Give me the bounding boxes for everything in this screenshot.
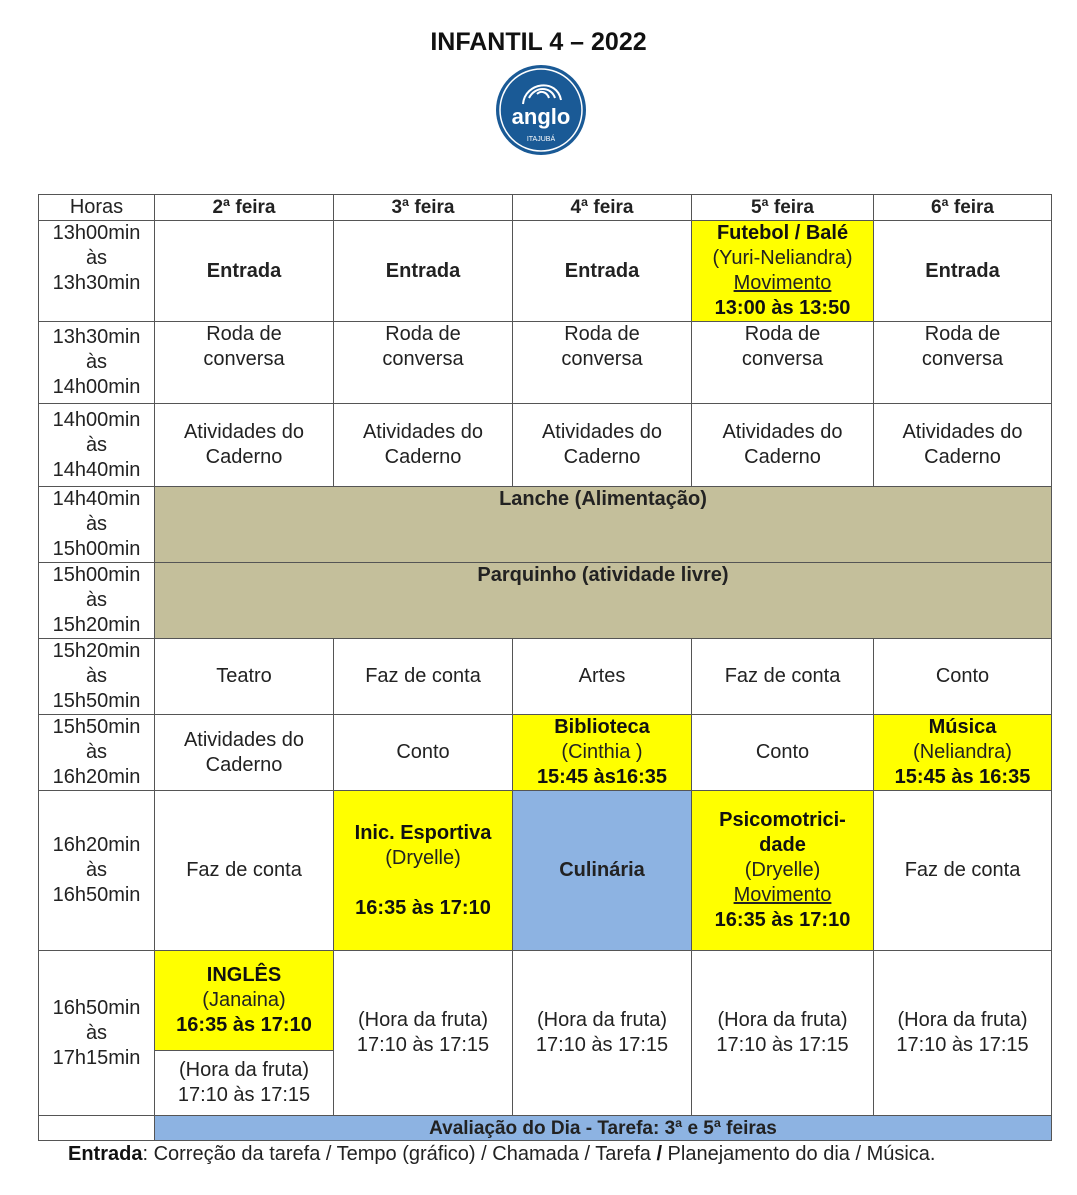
spacer (334, 871, 512, 896)
atividades-line1: Atividades do (541, 421, 663, 443)
time-sep: às (85, 589, 108, 611)
atividades-line1: Atividades do (362, 421, 484, 443)
activity-teacher: (Cinthia ) (561, 741, 643, 763)
fruta-tuesday (334, 951, 513, 1116)
lanche-band: Lanche (Alimentação) (155, 487, 1052, 563)
avaliacao-band: Avaliação do Dia - Tarefa: 3ª e 5ª feiras (155, 1116, 1052, 1141)
table-row (39, 951, 1052, 1051)
atividades-line1: Atividades do (902, 421, 1023, 443)
psicomotricidade-thursday (692, 791, 874, 951)
table-row (39, 404, 1052, 487)
atividades-monday (155, 715, 334, 791)
activity-teacher: (Dryelle) (385, 846, 461, 869)
header-tuesday: 3ª feira (334, 195, 513, 221)
schedule-table (38, 194, 1052, 1141)
activity-teacher: (Janaina) (202, 989, 286, 1011)
atividades-line2: Caderno (563, 446, 641, 468)
time-cell (39, 639, 155, 715)
time-end: 16h50min (52, 884, 141, 906)
artes-wednesday: Artes (513, 639, 692, 715)
time-end: 13h30min (52, 272, 141, 294)
parquinho-band: Parquinho (atividade livre) (155, 563, 1052, 639)
activity-title: INGLÊS (206, 964, 282, 986)
atividades-line1: Atividades do (722, 421, 843, 443)
roda-line1: Roda de (564, 323, 640, 345)
biblioteca-wednesday (513, 715, 692, 791)
activity-time: 13:00 às 13:50 (714, 297, 851, 319)
entrada-monday: Entrada (155, 221, 334, 322)
activity-time: 15:45 às16:35 (536, 766, 668, 788)
activity-time: 16:35 às 17:10 (176, 1014, 312, 1036)
activity-title: Inic. Esportiva (354, 821, 492, 844)
time-cell (39, 715, 155, 791)
table-row (39, 639, 1052, 715)
time-start: 13h30min (52, 326, 141, 348)
time-start: 14h00min (52, 408, 141, 431)
roda-line1: Roda de (924, 323, 1001, 345)
activity-title: Psicomotrici- (719, 809, 846, 831)
culinaria-wednesday: Culinária (513, 791, 692, 951)
activity-title-cont: dade (759, 834, 806, 856)
roda-line2: conversa (741, 348, 824, 370)
roda-line1: Roda de (385, 323, 461, 345)
roda-line2: conversa (921, 348, 1004, 370)
activity-teacher: (Neliandra) (913, 741, 1012, 763)
time-start: 15h50min (52, 716, 141, 738)
fruta-line1: (Hora da fruta) (897, 1009, 1028, 1031)
time-sep: às (85, 433, 108, 456)
activity-time: 16:35 às 17:10 (714, 909, 851, 931)
atividades-friday (874, 404, 1052, 487)
atividades-monday (155, 404, 334, 487)
roda-line2: conversa (561, 348, 643, 370)
fruta-thursday (692, 951, 874, 1116)
header-row (39, 195, 1052, 221)
footer-note (68, 1143, 936, 1166)
activity-teacher: (Dryelle) (744, 859, 821, 881)
table-row (39, 221, 1052, 322)
atividades-thursday (692, 404, 874, 487)
table-row (39, 487, 1052, 563)
activity-time: 16:35 às 17:10 (355, 896, 491, 919)
time-end: 17h15min (52, 1046, 141, 1069)
time-cell (39, 563, 155, 639)
activity-time: 15:45 às 16:35 (894, 766, 1031, 788)
time-sep: às (85, 247, 108, 269)
footer-text-2: Planejamento do dia / Música. (662, 1143, 936, 1165)
time-cell (39, 951, 155, 1116)
header-thursday: 5ª feira (692, 195, 874, 221)
atividades-line1: Atividades do (183, 728, 305, 751)
time-end: 16h20min (52, 766, 141, 788)
anglo-logo (495, 64, 587, 156)
time-end: 15h20min (52, 614, 141, 636)
faz-de-conta-tuesday: Faz de conta (334, 639, 513, 715)
table-row (39, 791, 1052, 951)
table-row (39, 1116, 1052, 1141)
time-sep: às (85, 665, 108, 687)
fruta-wednesday (513, 951, 692, 1116)
roda-tuesday (334, 322, 513, 404)
footer-label: Entrada (68, 1143, 143, 1165)
activity-title: Música (928, 716, 997, 738)
entrada-friday: Entrada (874, 221, 1052, 322)
activity-title: Biblioteca (554, 716, 650, 738)
time-cell (39, 322, 155, 404)
inic-esportiva-tuesday (334, 791, 513, 951)
footer-slash: / (656, 1143, 662, 1165)
time-end: 15h50min (52, 690, 141, 712)
activity-company: Movimento (733, 884, 832, 906)
time-start: 15h20min (52, 640, 141, 662)
table-row (39, 563, 1052, 639)
faz-de-conta-monday: Faz de conta (155, 791, 334, 951)
footer-text-1: : Correção da tarefa / Tempo (gráfico) / Chamada / Tarefa (142, 1143, 657, 1165)
fruta-line2: 17:10 às 17:15 (177, 1084, 311, 1106)
roda-line2: conversa (382, 348, 464, 370)
roda-friday (874, 322, 1052, 404)
time-end: 14h40min (52, 458, 141, 481)
time-end: 15h00min (52, 538, 141, 560)
teatro-monday: Teatro (155, 639, 334, 715)
conto-tuesday: Conto (334, 715, 513, 791)
activity-company: Movimento (733, 272, 832, 294)
roda-wednesday (513, 322, 692, 404)
time-sep: às (85, 741, 108, 763)
empty-cell (39, 1116, 155, 1141)
fruta-line1: (Hora da fruta) (536, 1009, 668, 1031)
time-end: 14h00min (52, 376, 141, 398)
atividades-line2: Caderno (924, 446, 1001, 468)
atividades-line1: Atividades do (183, 421, 305, 443)
time-sep: às (85, 351, 108, 373)
time-cell (39, 487, 155, 563)
musica-friday (874, 715, 1052, 791)
header-wednesday: 4ª feira (513, 195, 692, 221)
time-start: 13h00min (52, 222, 141, 244)
time-start: 16h20min (52, 834, 141, 856)
time-cell (39, 791, 155, 951)
conto-friday: Conto (874, 639, 1052, 715)
fruta-line2: 17:10 às 17:15 (716, 1034, 849, 1056)
atividades-line2: Caderno (205, 446, 283, 468)
atividades-line2: Caderno (205, 753, 283, 776)
logo-text: anglo (511, 104, 571, 129)
time-cell (39, 221, 155, 322)
activity-teacher: (Yuri-Neliandra) (712, 247, 853, 269)
atividades-line2: Caderno (384, 446, 462, 468)
header-horas: Horas (39, 195, 155, 221)
page-title: INFANTIL 4 – 2022 (430, 28, 647, 56)
time-start: 14h40min (52, 488, 141, 510)
atividades-wednesday (513, 404, 692, 487)
faz-de-conta-thursday: Faz de conta (692, 639, 874, 715)
conto-thursday: Conto (692, 715, 874, 791)
futebol-bale-thursday (692, 221, 874, 322)
entrada-wednesday: Entrada (513, 221, 692, 322)
fruta-line2: 17:10 às 17:15 (356, 1034, 490, 1056)
entrada-tuesday: Entrada (334, 221, 513, 322)
table-row (39, 322, 1052, 404)
faz-de-conta-friday: Faz de conta (874, 791, 1052, 951)
roda-thursday (692, 322, 874, 404)
header-monday: 2ª feira (155, 195, 334, 221)
roda-monday (155, 322, 334, 404)
roda-line1: Roda de (206, 323, 282, 345)
atividades-line2: Caderno (744, 446, 821, 468)
activity-title: Futebol / Balé (716, 222, 849, 244)
time-start: 15h00min (52, 564, 141, 586)
table-row (39, 715, 1052, 791)
roda-line2: conversa (203, 348, 285, 370)
roda-line1: Roda de (744, 323, 821, 345)
time-cell (39, 404, 155, 487)
time-start: 16h50min (52, 996, 141, 1019)
ingles-monday (155, 951, 334, 1051)
time-sep: às (85, 513, 108, 535)
time-sep: às (85, 859, 108, 881)
fruta-line1: (Hora da fruta) (178, 1059, 310, 1081)
time-sep: às (85, 1021, 108, 1044)
fruta-line1: (Hora da fruta) (717, 1009, 848, 1031)
fruta-monday (155, 1051, 334, 1116)
fruta-line2: 17:10 às 17:15 (896, 1034, 1029, 1056)
atividades-tuesday (334, 404, 513, 487)
logo-subtext: ITAJUBÁ (526, 136, 556, 143)
fruta-line2: 17:10 às 17:15 (535, 1034, 669, 1056)
header-friday: 6ª feira (874, 195, 1052, 221)
fruta-line1: (Hora da fruta) (357, 1009, 489, 1031)
fruta-friday (874, 951, 1052, 1116)
